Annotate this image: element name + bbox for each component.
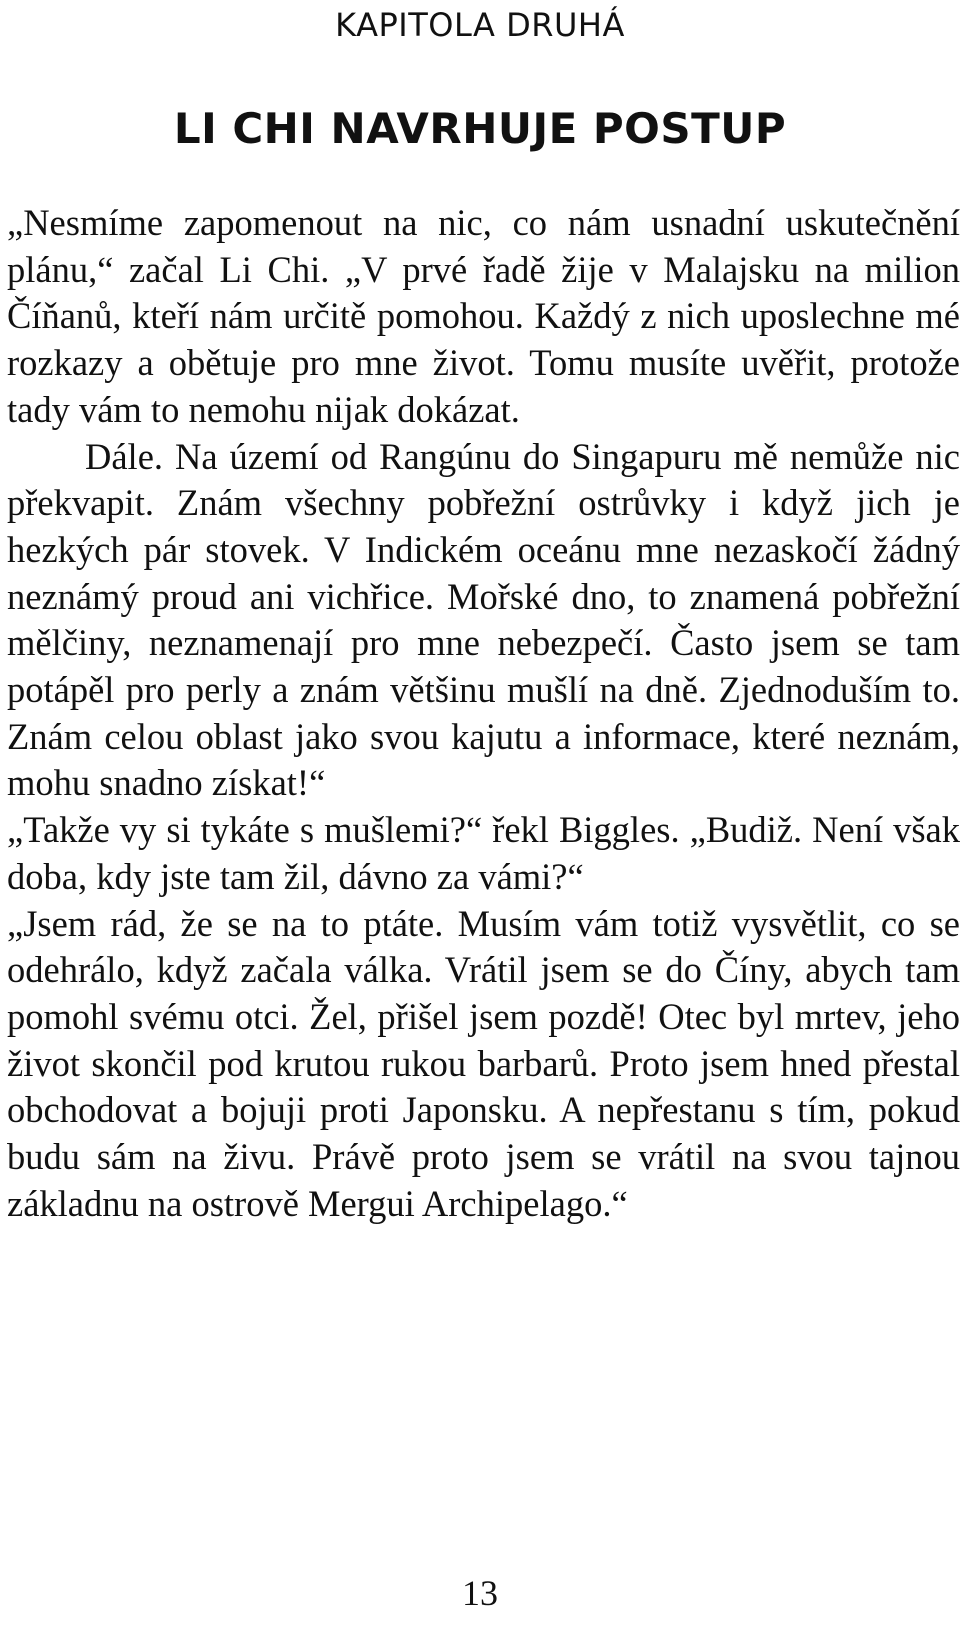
paragraph-1: „Nesmíme zapomenout na nic, co nám usnadní uskutečnění plánu,“ začal Li Chi. „V prvé řadě žije v Malajsku na milion Číňanů, kteří nám určitě pomohou. Každý z nich uposlechne mé rozkazy a obětuje pro mne život. Tomu musíte uvěřit, protože tady vám to nemohu nijak dokázat. xyxy=(7,202,960,430)
body-text xyxy=(7,200,960,1227)
chapter-title: LI CHI NAVRHUJE POSTUP xyxy=(173,104,787,153)
paragraph-3: „Takže vy si tykáte s mušlemi?“ řekl Biggles. „Budiž. Není však doba, kdy jste tam žil, dávno za vámi?“ xyxy=(7,809,960,897)
chapter-label: KAPITOLA DRUHÁ xyxy=(335,6,625,44)
paragraph-4: „Jsem rád, že se na to ptáte. Musím vám totiž vysvětlit, co se odehrálo, když začala válka. Vrátil jsem se do Číny, abych tam pomohl svému otci. Žel, přišel jsem pozdě! Otec byl mrtev, jeho život skončil pod krutou rukou barbarů. Proto jsem hned přestal obchodovat a bojuji proti Japonsku. A nepřestanu s tím, pokud budu sám na živu. Právě proto jsem se vrátil na svou tajnou základnu na ostrově Mergui Archipelago.“ xyxy=(7,902,960,1224)
paragraph-2: Dále. Na území od Rangúnu do Singapuru mě nemůže nic překvapit. Znám všechny pobřežní ostrůvky i když jich je hezkých pár stovek. V Indickém oceánu mne nezaskočí žádný neznámý proud ani vichřice. Mořské dno, to znamená pobřežní mělčiny, neznamenají pro mne nebezpečí. Často jsem se tam potápěl pro perly a znám většinu mušlí na dně. Zjednoduším to. Znám celou oblast jako svou kajutu a informace, které neznám, mohu snadno získat!“ xyxy=(7,435,960,804)
page-number: 13 xyxy=(462,1573,498,1613)
